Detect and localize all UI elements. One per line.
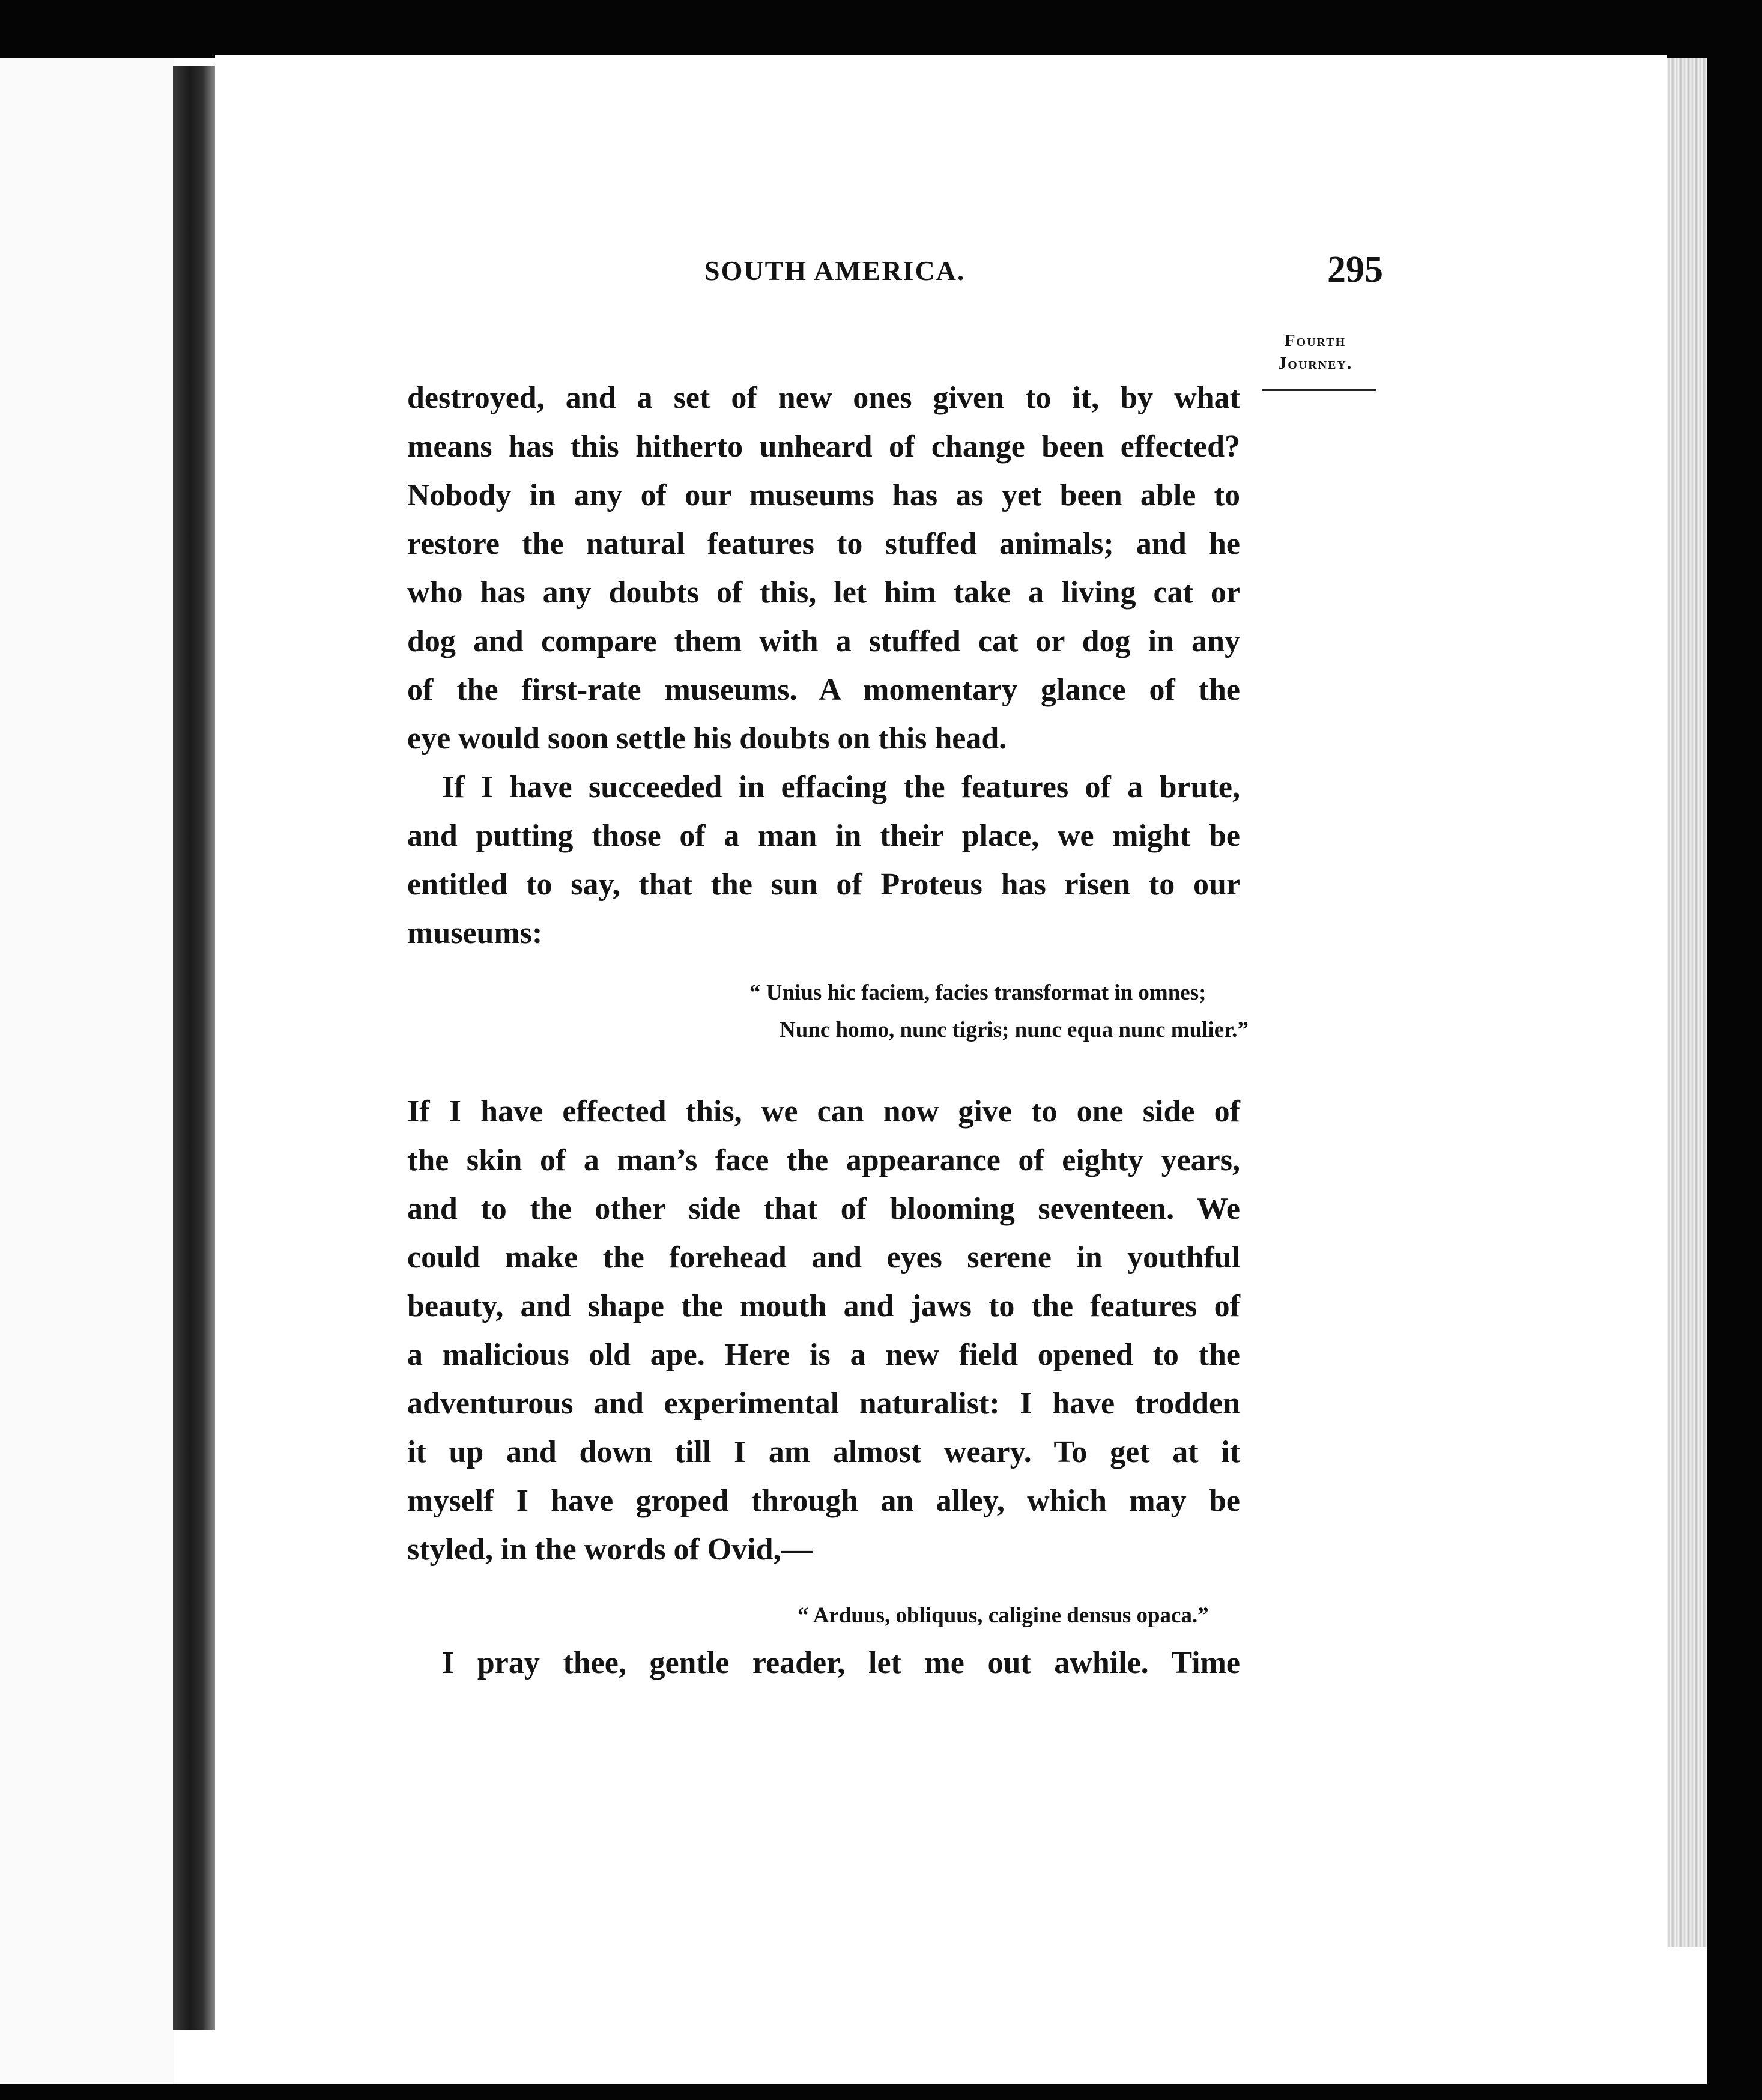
page-stack-edge bbox=[1667, 58, 1707, 1947]
margin-note-rule bbox=[1262, 389, 1376, 391]
text-line: entitled to say, that the sun of Proteus has risen to our bbox=[407, 867, 1240, 902]
text-line: beauty, and shape the mouth and jaws to the features of bbox=[407, 1289, 1240, 1323]
book-gutter-shadow bbox=[173, 66, 215, 2030]
paragraph-3 bbox=[407, 1087, 1240, 1574]
previous-page-edge bbox=[0, 58, 174, 2084]
text-line: destroyed, and a set of new ones given to it, by what bbox=[407, 381, 1240, 415]
text-line: eye would soon settle his doubts on this head. bbox=[407, 721, 1007, 756]
text-line: a malicious old ape. Here is a new field opened to the bbox=[407, 1338, 1240, 1372]
text-line: If I have effected this, we can now give to one side of bbox=[407, 1094, 1240, 1129]
text-line: restore the natural features to stuffed animals; and he bbox=[407, 527, 1240, 561]
running-head: SOUTH AMERICA. bbox=[704, 255, 966, 286]
text-line: myself I have groped through an alley, which may be bbox=[407, 1484, 1240, 1518]
text-line: who has any doubts of this, let him take a living cat or bbox=[407, 575, 1240, 610]
text-line: could make the forehead and eyes serene in youthful bbox=[407, 1240, 1240, 1275]
margin-note bbox=[1261, 329, 1369, 375]
quote-line-2: Nunc homo, nunc tigris; nunc equa nunc mulier.” bbox=[780, 1018, 1249, 1042]
text-line: I pray thee, gentle reader, let me out awhile. Time bbox=[442, 1646, 1240, 1680]
page-number: 295 bbox=[1327, 249, 1383, 290]
text-line: museums: bbox=[407, 916, 543, 950]
book-page bbox=[215, 55, 1667, 1953]
text-line: and to the other side that of blooming seventeen. We bbox=[407, 1192, 1240, 1226]
text-line: dog and compare them with a stuffed cat or dog in any bbox=[407, 624, 1240, 658]
text-line: styled, in the words of Ovid,— bbox=[407, 1532, 813, 1567]
text-line: the skin of a man’s face the appearance of eighty years, bbox=[407, 1143, 1240, 1177]
text-line: it up and down till I am almost weary. To get at it bbox=[407, 1435, 1240, 1469]
text-line: adventurous and experimental naturalist: I have trodden bbox=[407, 1386, 1240, 1421]
text-line: If I have succeeded in effacing the features of a brute, bbox=[442, 770, 1240, 804]
quote-ovid: “ Arduus, obliquus, caligine densus opaca.” bbox=[798, 1603, 1209, 1628]
scan-border-bottom bbox=[0, 2084, 1762, 2100]
paragraph-4 bbox=[407, 1639, 1240, 1687]
text-line: of the first-rate museums. A momentary glance of the bbox=[407, 673, 1240, 707]
margin-note-line-2: Journey. bbox=[1277, 354, 1353, 373]
scan-border-right bbox=[1707, 0, 1762, 2100]
margin-note-line-1: Fourth bbox=[1284, 331, 1346, 350]
scan-border-top bbox=[0, 0, 1762, 58]
text-line: Nobody in any of our museums has as yet been able to bbox=[407, 478, 1240, 512]
text-line: and putting those of a man in their place, we might be bbox=[407, 819, 1240, 853]
quote-line-1: “ Unius hic faciem, facies transformat in omnes; bbox=[749, 980, 1206, 1005]
paragraph-1 bbox=[407, 374, 1240, 763]
paragraph-2 bbox=[407, 763, 1240, 957]
text-line: means has this hitherto unheard of change been effected? bbox=[407, 429, 1240, 464]
